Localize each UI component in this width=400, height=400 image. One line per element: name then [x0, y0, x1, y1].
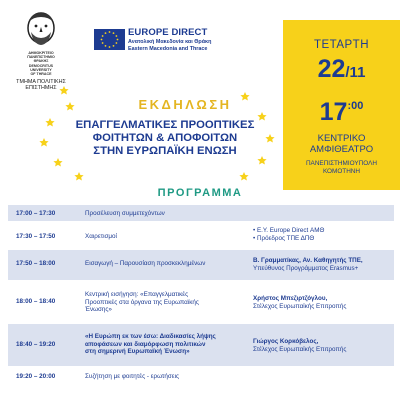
- program-row: [8, 323, 394, 366]
- event-day: ΤΕΤΑΡΤΗ: [313, 39, 370, 51]
- row-description: Κεντρική εισήγηση: «Επαγγελματικές Προοπτικές στα όργανα της Ευρωπαϊκής Ένωσης»: [85, 291, 199, 314]
- event-date: 22/11: [317, 55, 366, 83]
- event-title: ΕΠΑΓΓΕΛΜΑΤΙΚΕΣ ΠΡΟΟΠΤΙΚΕΣ ΦΟΙΤΗΤΩΝ & ΑΠΟΦΟΙΤΩΝ ΣΤΗΝ ΕΥΡΩΠΑΪΚΗ ΕΝΩΣΗ: [75, 119, 255, 157]
- europe-direct-region-gr: Ανατολική Μακεδονία και Θράκη: [128, 39, 212, 45]
- europe-direct-title: EUROPE DIRECT: [128, 27, 208, 38]
- row-time: 17:00 – 17:30: [16, 210, 56, 217]
- event-location: ΠΑΝΕΠΙΣΤΗΜΙΟΥΠΟΛΗ ΚΟΜΟΤΗΝΗ: [305, 160, 378, 176]
- row-time: 17:30 – 17:50: [16, 233, 56, 240]
- row-time: 18:00 – 18:40: [16, 298, 56, 305]
- row-description: Χαιρετισμοί: [85, 233, 117, 240]
- row-description: Συζήτηση με φοιτητές - ερωτήσεις: [85, 373, 180, 380]
- program-row: [8, 366, 394, 385]
- row-time: 18:40 – 19:20: [16, 341, 56, 348]
- row-time: 17:50 – 18:00: [16, 260, 56, 267]
- row-speakers: Χρήστος Μπεζιρτζόγλου, Στέλεχος Ευρωπαϊκής Επιτροπής: [253, 295, 347, 310]
- europe-direct-region-en: Eastern Macedonia and Thrace: [128, 46, 208, 52]
- department-name: ΤΜΗΜΑ ΠΟΛΙΤΙΚΗΣ ΕΠΙΣΤΗΜΗΣ: [16, 79, 66, 92]
- program-heading: ΠΡΟΓΡΑΜΜΑ: [157, 187, 243, 199]
- row-speakers: • Ε.Υ. Europe Direct ΑΜΘ • Πρόεδρος ΤΠΕ ΔΠΘ: [253, 227, 325, 242]
- program-row: [8, 249, 394, 280]
- row-speakers: Γιώργος Κορκόβελος, Στέλεχος Ευρωπαϊκής Επιτροπής: [253, 338, 347, 353]
- row-description: «Η Ευρώπη εκ των έσω: Διαδικασίες λήψης αποφάσεων και διαμόρφωση πολιτικών στη σημερινή Ευρωπαϊκή Ένωση»: [85, 333, 216, 356]
- university-name: ΔΗΜΟΚΡΙΤΕΙΟ ΠΑΝΕΠΙΣΤΗΜΙΟ ΘΡΑΚΗΣ DEMOCRITUS UNIVERSITY OF THRACE: [27, 51, 55, 77]
- event-label: ΕΚΔΗΛΩΣΗ: [138, 97, 232, 112]
- star-arc-decoration: [0, 0, 283, 190]
- row-time: 19:20 – 20:00: [16, 373, 56, 380]
- row-description: Εισαγωγή – Παρουσίαση προσκεκλημένων: [85, 260, 206, 267]
- program-row: [8, 204, 394, 221]
- event-venue: ΚΕΝΤΡΙΚΟ ΑΜΦΙΘΕΑΤΡΟ: [309, 133, 374, 155]
- row-speakers: Β. Γραμματίκας, Αν. Καθηγητής ΤΠΕ, Υπεύθυνος Προγράμματος Erasmus+: [253, 257, 363, 272]
- row-description: Προσέλευση συμμετεχόντων: [85, 210, 165, 217]
- date-venue-panel: [283, 20, 400, 190]
- program-row: [8, 280, 394, 323]
- program-row: [8, 221, 394, 249]
- program-table: [8, 204, 394, 385]
- event-time: $17^{:00}$: [319, 98, 364, 126]
